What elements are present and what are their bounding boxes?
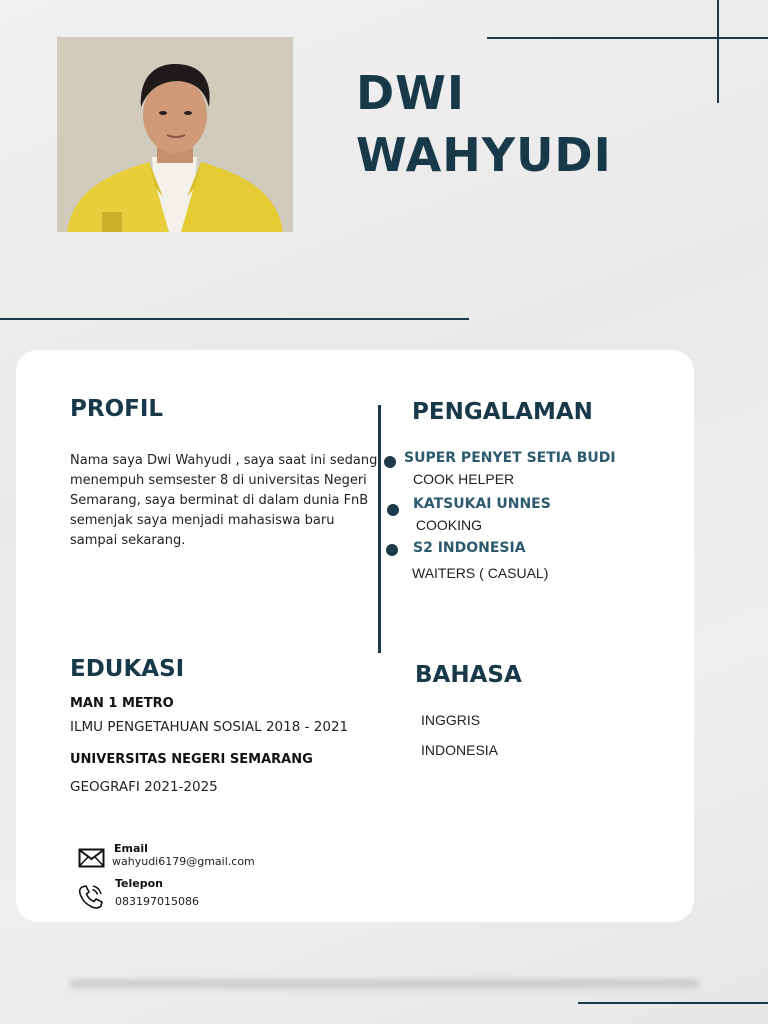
bullet-dot <box>387 504 399 516</box>
top-right-vertical-line <box>717 0 719 103</box>
bottom-right-line <box>578 1002 768 1004</box>
person-name <box>356 62 612 186</box>
content-card <box>16 350 694 922</box>
bullet-dot <box>384 456 396 468</box>
job-role: COOK HELPER <box>413 471 515 487</box>
phone-value[interactable]: 083197015086 <box>115 895 199 908</box>
pengalaman-heading: PENGALAMAN <box>412 399 593 425</box>
header-divider-line <box>0 318 469 320</box>
language-item: INDONESIA <box>421 742 499 758</box>
language-item: INGGRIS <box>421 712 481 728</box>
phone-label: Telepon <box>115 877 163 890</box>
bahasa-heading: BAHASA <box>415 662 522 688</box>
job-company: KATSUKAI UNNES <box>413 496 551 512</box>
job-company: S2 INDONESIA <box>413 540 526 556</box>
study-program: GEOGRAFI 2021-2025 <box>70 779 218 795</box>
envelope-icon <box>78 848 105 873</box>
school-name: UNIVERSITAS NEGERI SEMARANG <box>70 752 313 767</box>
top-right-horizontal-line <box>487 37 768 39</box>
column-divider <box>378 405 381 653</box>
school-name: MAN 1 METRO <box>70 696 174 711</box>
study-program: ILMU PENGETAHUAN SOSIAL 2018 - 2021 <box>70 719 349 735</box>
last-name: WAHYUDI <box>356 128 612 182</box>
email-value[interactable]: wahyudi6179@gmail.com <box>112 855 255 868</box>
first-name: DWI <box>356 66 466 120</box>
job-role: WAITERS ( CASUAL) <box>412 565 549 581</box>
job-role: COOKING <box>412 517 483 533</box>
job-company: SUPER PENYET SETIA BUDI <box>404 450 616 466</box>
profil-text: Nama saya Dwi Wahyudi , saya saat ini sedang menempuh semsester 8 di universitas Negeri Semarang, saya berminat di dalam dunia FnB semenjak saya menjadi mahasiswa baru sampai sekarang. <box>70 453 378 548</box>
bullet-dot <box>386 544 398 556</box>
profil-heading: PROFIL <box>70 396 164 422</box>
phone-icon <box>77 883 104 915</box>
card-shadow <box>70 980 698 992</box>
portrait-image <box>57 37 293 232</box>
email-label: Email <box>114 842 148 855</box>
edukasi-heading: EDUKASI <box>70 656 185 682</box>
profile-photo <box>57 37 293 232</box>
